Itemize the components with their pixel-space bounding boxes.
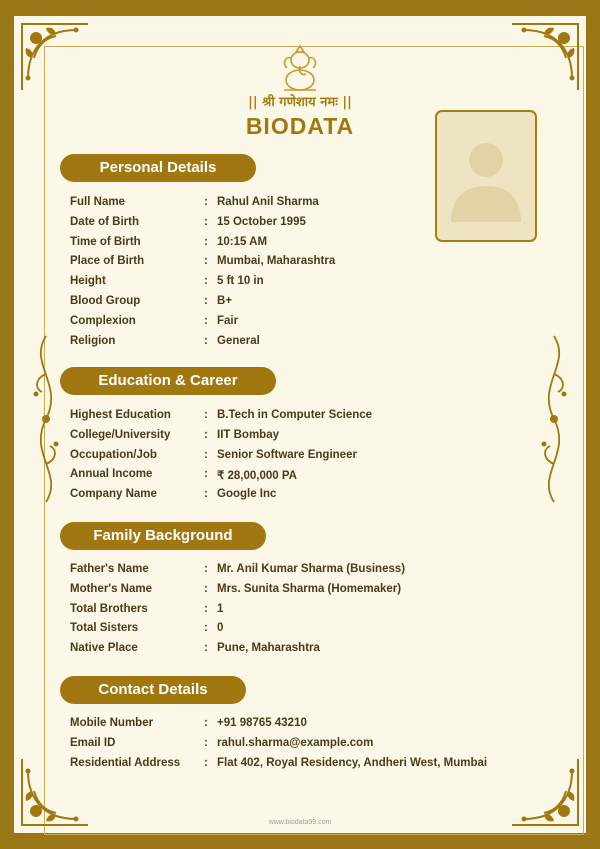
detail-colon: : xyxy=(204,215,208,228)
detail-label: Total Brothers xyxy=(70,602,148,615)
detail-colon: : xyxy=(204,622,208,635)
section-heading-family: Family Background xyxy=(60,522,266,550)
mantra-text: || श्री गणेशाय नमः || xyxy=(248,95,352,110)
detail-colon: : xyxy=(204,563,208,575)
side-ornament-right-icon xyxy=(532,334,576,504)
detail-label: Time of Birth xyxy=(70,235,141,248)
detail-value: +91 98765 43210 xyxy=(217,717,307,729)
section-heading-personal: Personal Details xyxy=(60,154,256,182)
detail-value: 0 xyxy=(217,622,224,635)
detail-label: Mobile Number xyxy=(70,717,154,729)
detail-value: 15 October 1995 xyxy=(217,215,306,228)
detail-colon: : xyxy=(204,196,208,208)
detail-row xyxy=(70,295,530,313)
detail-colon: : xyxy=(204,275,208,288)
detail-row xyxy=(70,449,530,467)
detail-value: Mrs. Sunita Sharma (Homemaker) xyxy=(217,582,402,595)
detail-label: Religion xyxy=(70,334,116,347)
detail-value: Fair xyxy=(217,314,239,327)
detail-colon: : xyxy=(204,235,208,248)
detail-row xyxy=(70,583,530,601)
detail-row xyxy=(70,468,530,486)
detail-row xyxy=(70,603,530,621)
detail-label: Complexion xyxy=(70,314,136,327)
detail-colon: : xyxy=(204,334,208,347)
detail-colon: : xyxy=(204,409,208,421)
detail-row xyxy=(70,409,530,427)
detail-colon: : xyxy=(204,737,208,750)
detail-value: Google Inc xyxy=(217,488,277,501)
detail-colon: : xyxy=(204,468,208,481)
ganesh-icon xyxy=(276,42,324,94)
detail-label: Annual Income xyxy=(70,468,153,481)
detail-row xyxy=(70,622,530,640)
detail-label: Father's Name xyxy=(70,563,149,575)
detail-row xyxy=(70,429,530,447)
detail-colon: : xyxy=(204,488,208,501)
detail-colon: : xyxy=(204,428,208,441)
floral-corner-icon xyxy=(16,18,94,96)
page-title: BIODATA xyxy=(245,113,355,139)
detail-colon: : xyxy=(204,602,208,615)
floral-corner-icon xyxy=(506,18,584,96)
detail-label: Date of Birth xyxy=(70,215,139,228)
detail-row xyxy=(70,488,530,506)
detail-value: Senior Software Engineer xyxy=(217,448,357,461)
detail-colon: : xyxy=(204,448,208,461)
detail-row xyxy=(70,216,530,234)
detail-value: Pune, Maharashtra xyxy=(217,642,320,655)
detail-value: B+ xyxy=(217,295,233,307)
detail-label: Occupation/Job xyxy=(70,448,157,461)
side-ornament-left-icon xyxy=(24,334,68,504)
detail-label: Email ID xyxy=(70,737,116,750)
detail-label: Mother's Name xyxy=(70,582,152,595)
detail-value: B.Tech in Computer Science xyxy=(217,409,373,421)
detail-colon: : xyxy=(204,582,208,595)
detail-label: Company Name xyxy=(70,488,157,501)
section-heading-contact: Contact Details xyxy=(60,676,246,704)
detail-row xyxy=(70,196,530,214)
detail-row xyxy=(70,642,530,660)
detail-value: 10:15 AM xyxy=(217,235,268,248)
detail-row xyxy=(70,737,530,755)
section-heading-education: Education & Career xyxy=(60,367,276,395)
detail-value: General xyxy=(217,334,260,347)
detail-colon: : xyxy=(204,314,208,327)
detail-row xyxy=(70,236,530,254)
detail-row xyxy=(70,315,530,333)
detail-row xyxy=(70,563,530,581)
detail-label: College/University xyxy=(70,428,171,441)
detail-label: Highest Education xyxy=(70,409,171,421)
detail-label: Full Name xyxy=(70,196,125,208)
detail-colon: : xyxy=(204,757,208,770)
detail-value: rahul.sharma@example.com xyxy=(217,737,374,750)
detail-label: Residential Address xyxy=(70,757,181,770)
detail-value: Rahul Anil Sharma xyxy=(217,196,319,208)
detail-label: Native Place xyxy=(70,642,138,655)
detail-colon: : xyxy=(204,642,208,655)
detail-label: Total Sisters xyxy=(70,622,139,635)
detail-label: Place of Birth xyxy=(70,255,145,268)
detail-value: 5 ft 10 in xyxy=(217,275,264,288)
detail-value: Flat 402, Royal Residency, Andheri West, Mumbai xyxy=(217,757,488,770)
detail-label: Height xyxy=(70,275,106,288)
detail-row xyxy=(70,255,530,273)
detail-colon: : xyxy=(204,717,208,729)
detail-value: IIT Bombay xyxy=(217,428,279,441)
detail-row xyxy=(70,275,530,293)
detail-value: Mumbai, Maharashtra xyxy=(217,255,336,268)
detail-colon: : xyxy=(204,295,208,307)
detail-row xyxy=(70,717,530,735)
detail-value: Mr. Anil Kumar Sharma (Business) xyxy=(217,563,406,575)
detail-row xyxy=(70,335,530,353)
detail-colon: : xyxy=(204,255,208,268)
footer-url: www.biodata99.com xyxy=(268,819,332,826)
detail-label: Blood Group xyxy=(70,295,141,307)
detail-row xyxy=(70,757,530,775)
detail-value: 1 xyxy=(217,602,224,615)
detail-value: ₹ 28,00,000 PA xyxy=(217,470,297,483)
